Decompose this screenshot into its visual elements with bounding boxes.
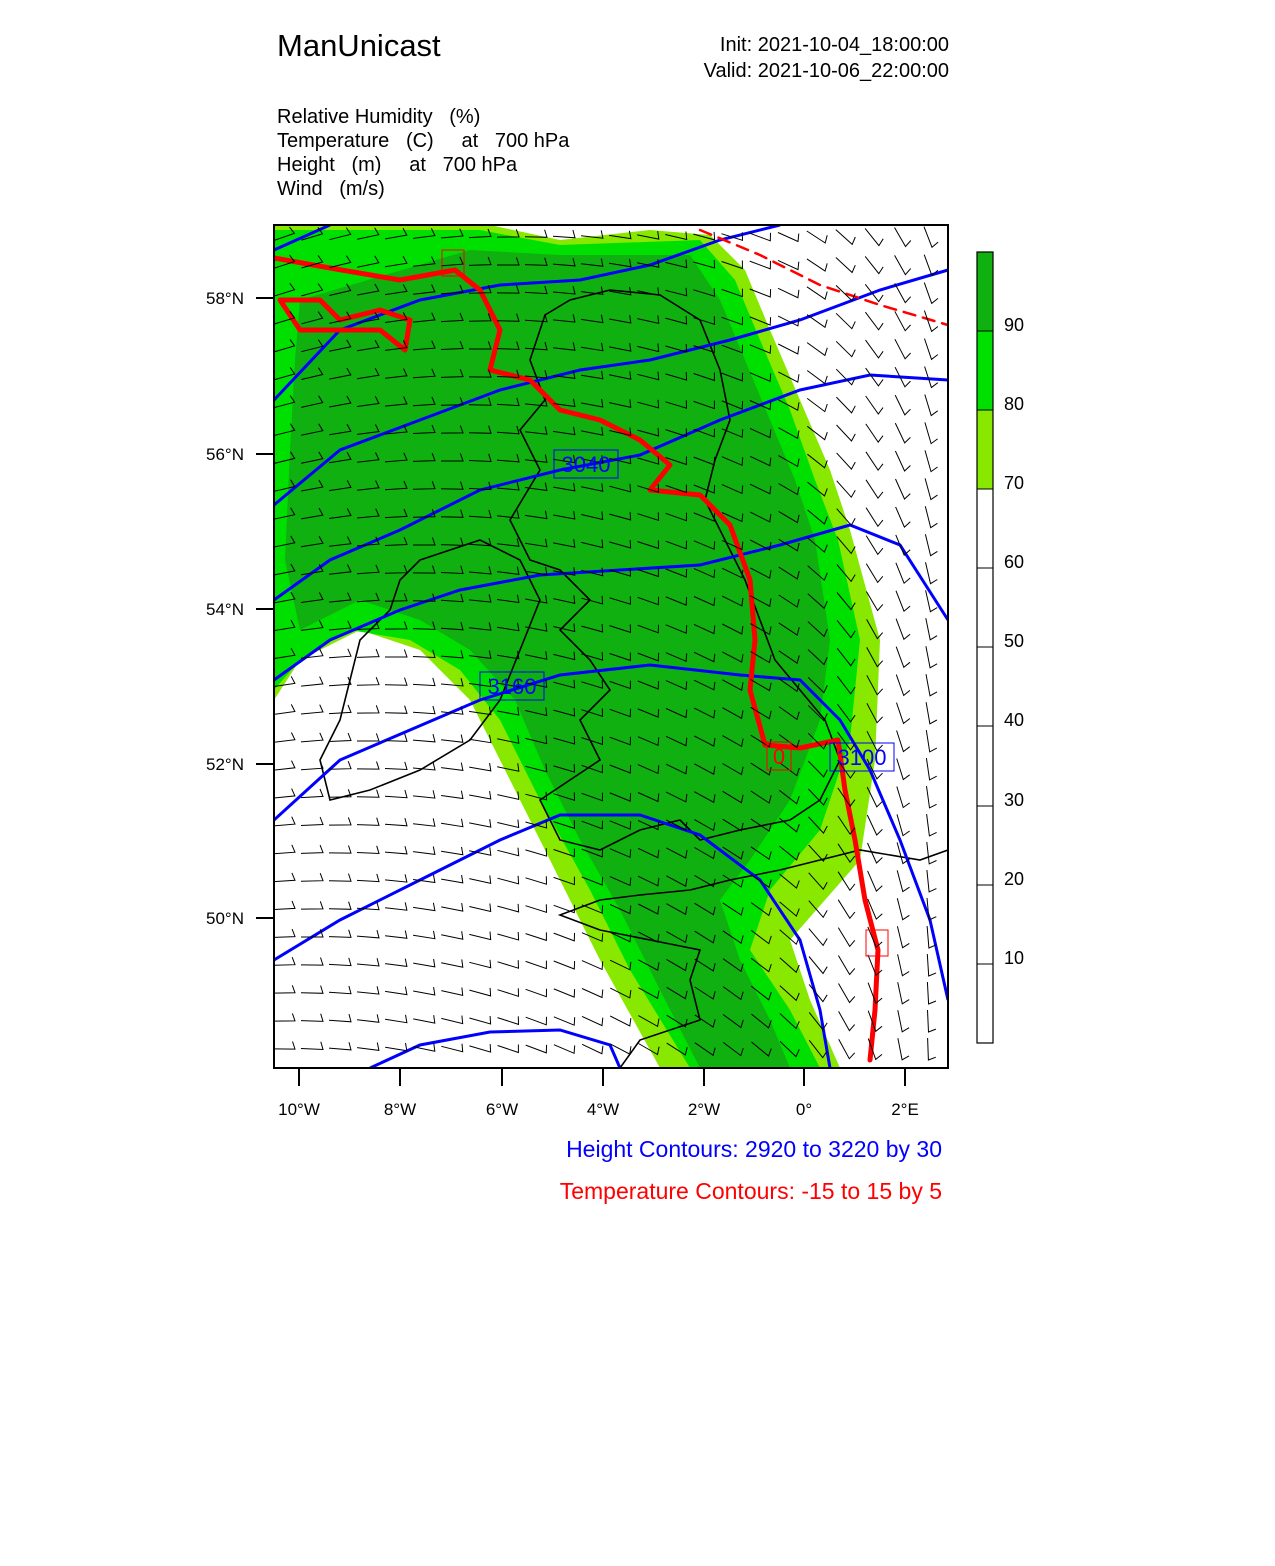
field-label-temperature: Temperature (C) at 700 hPa [277, 130, 570, 152]
lon-label: 4°W [586, 1100, 620, 1119]
colorbar-label: 20 [1004, 869, 1025, 889]
colorbar-segment-70-80 [977, 410, 993, 489]
colorbar-label: 80 [1004, 394, 1025, 414]
colorbar-segment-90-100 [977, 252, 993, 331]
height-label: 3100 [837, 745, 887, 770]
map-field [273, 225, 948, 1068]
lat-label: 54°N [206, 600, 244, 619]
colorbar-label: 30 [1004, 790, 1025, 810]
lat-label: 56°N [206, 445, 244, 464]
lon-label: 10°W [278, 1100, 320, 1119]
lat-label: 52°N [206, 755, 244, 774]
init-time: Init: 2021-10-04_18:00:00 [719, 34, 949, 56]
lon-label: 8°W [383, 1100, 417, 1119]
field-label-rh: Relative Humidity (%) [277, 106, 481, 128]
field-label-height: Height (m) at 700 hPa [277, 154, 518, 176]
latitude-axis [256, 298, 274, 918]
height-label: 3040 [561, 452, 611, 477]
colorbar-segment-80-90 [977, 331, 993, 410]
app-title: ManUnicast [277, 28, 441, 63]
temperature-contour-legend: Temperature Contours: -15 to 15 by 5 [559, 1178, 942, 1204]
valid-time: Valid: 2021-10-06_22:00:00 [703, 60, 949, 82]
colorbar-label: 70 [1004, 473, 1025, 493]
colorbar [977, 252, 993, 1043]
lon-label: 6°W [485, 1100, 519, 1119]
lon-label: 2°E [891, 1100, 919, 1119]
colorbar-label: 60 [1004, 552, 1025, 572]
longitude-axis [299, 1068, 905, 1086]
height-contour-legend: Height Contours: 2920 to 3220 by 30 [566, 1136, 942, 1162]
lon-label: 0° [795, 1100, 813, 1119]
colorbar-label: 90 [1004, 315, 1025, 335]
lat-label: 50°N [206, 909, 244, 928]
colorbar-label: 10 [1004, 948, 1025, 968]
colorbar-segment-below-70 [977, 489, 993, 1043]
height-label: 3160 [487, 674, 537, 699]
field-label-wind: Wind (m/s) [277, 178, 385, 200]
lat-label: 58°N [206, 289, 244, 308]
colorbar-label: 40 [1004, 710, 1025, 730]
temperature-label: 0 [772, 744, 786, 769]
lon-label: 2°W [687, 1100, 721, 1119]
colorbar-label: 50 [1004, 631, 1025, 651]
